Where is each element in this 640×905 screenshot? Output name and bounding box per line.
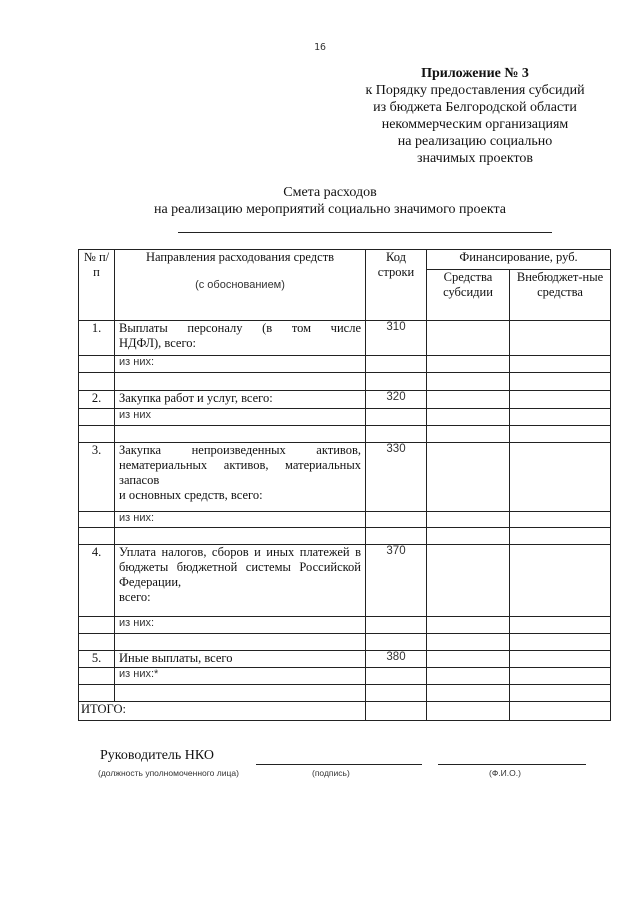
- appendix-line: значимых проектов: [416, 151, 533, 166]
- table-row: [79, 617, 611, 634]
- signature-line[interactable]: [256, 764, 422, 765]
- subsidy-cell[interactable]: [427, 391, 510, 409]
- budget-table: [78, 249, 611, 721]
- name-line[interactable]: [438, 764, 586, 765]
- caption-name: (Ф.И.О.): [489, 768, 521, 778]
- row-sub-label: из них: [115, 409, 366, 426]
- row-num: 5.: [79, 651, 115, 668]
- row-code: 380: [366, 651, 427, 668]
- title-line2: на реализацию мероприятий социально значимого проекта: [153, 202, 507, 217]
- header-num: № п/п: [79, 250, 115, 321]
- row-code: 320: [366, 391, 427, 409]
- page-number: 16: [313, 42, 327, 53]
- header-direction-note: (с обоснованием): [195, 279, 285, 291]
- row-code: 370: [366, 545, 427, 617]
- subsidy-cell[interactable]: [427, 321, 510, 356]
- row-num: 3.: [79, 443, 115, 512]
- title-line1: Смета расходов: [283, 185, 377, 200]
- extra-cell[interactable]: [510, 443, 611, 512]
- table-row: [79, 651, 611, 668]
- row-direction: Иные выплаты, всего: [115, 651, 366, 668]
- appendix-line: из бюджета Белгородской области: [373, 100, 577, 115]
- row-sub-label: из них:: [115, 356, 366, 373]
- appendix-line: на реализацию социально: [397, 134, 553, 149]
- project-name-blank-line: [178, 232, 552, 233]
- header-direction: [115, 250, 366, 321]
- table-row: [79, 373, 611, 391]
- table-row: [79, 391, 611, 409]
- subsidy-cell[interactable]: [427, 443, 510, 512]
- appendix-line: некоммерческим организациям: [381, 117, 569, 132]
- caption-position: (должность уполномоченного лица): [98, 768, 239, 778]
- table-row: [79, 668, 611, 685]
- appendix-title: Приложение № 3: [421, 66, 529, 81]
- row-code: 310: [366, 321, 427, 356]
- table-row: [79, 356, 611, 373]
- header-subsidy: Средства субсидии: [427, 270, 510, 321]
- row-direction: Закупка непроизведенных активов, нематериальных активов, материальных запасов и основных средств, всего:: [115, 443, 366, 512]
- subsidy-cell[interactable]: [427, 651, 510, 668]
- header-direction-label: Направления расходования средств: [145, 250, 335, 264]
- table-row: [79, 409, 611, 426]
- signature-label: Руководитель НКО: [100, 748, 215, 763]
- total-subsidy-cell[interactable]: [427, 702, 510, 721]
- total-extra-cell[interactable]: [510, 702, 611, 721]
- table-row: [79, 512, 611, 528]
- extra-cell[interactable]: [510, 391, 611, 409]
- table-row: [79, 426, 611, 443]
- header-extra: Внебюджет-ные средства: [510, 270, 611, 321]
- table-row: [79, 545, 611, 617]
- table-row: [79, 634, 611, 651]
- header-code: Код строки: [366, 250, 427, 321]
- header-financing: Финансирование, руб.: [427, 250, 611, 270]
- row-direction: Выплаты персоналу (в том числе НДФЛ), всего:: [115, 321, 366, 356]
- table-row: [79, 528, 611, 545]
- total-row: [79, 702, 611, 721]
- extra-cell[interactable]: [510, 545, 611, 617]
- row-num: 1.: [79, 321, 115, 356]
- appendix-line: к Порядку предоставления субсидий: [365, 83, 585, 98]
- extra-cell[interactable]: [510, 321, 611, 356]
- row-direction: Уплата налогов, сборов и иных платежей в бюджеты бюджетной системы Российской Федерации, всего:: [115, 545, 366, 617]
- table-row: [79, 685, 611, 702]
- row-num: 2.: [79, 391, 115, 409]
- header-row: [79, 250, 611, 270]
- row-sub-label: из них:*: [115, 668, 366, 685]
- appendix-header: [330, 65, 620, 167]
- row-num: 4.: [79, 545, 115, 617]
- row-code: 330: [366, 443, 427, 512]
- extra-cell[interactable]: [510, 651, 611, 668]
- table-row: [79, 443, 611, 512]
- document-title: [40, 184, 620, 218]
- row-sub-label: из них:: [115, 617, 366, 634]
- table-row: [79, 321, 611, 356]
- caption-signature: (подпись): [312, 768, 350, 778]
- total-label: ИТОГО:: [79, 702, 366, 721]
- row-sub-label: из них:: [115, 512, 366, 528]
- row-direction: Закупка работ и услуг, всего:: [115, 391, 366, 409]
- subsidy-cell[interactable]: [427, 545, 510, 617]
